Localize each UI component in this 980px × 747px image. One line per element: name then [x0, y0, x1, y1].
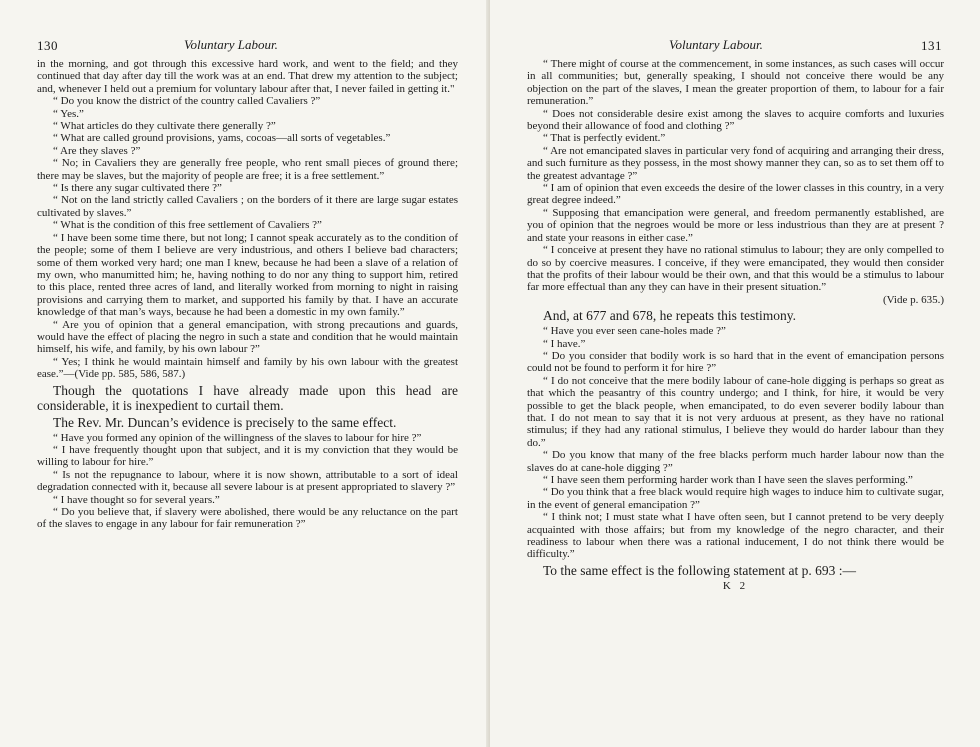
right-page	[490, 0, 980, 747]
right-page-paragraph: “ I think not; I must state what I have often seen, but I cannot pretend to be very deeply acquainted with those affairs; but from my knowledge of the negro character, and their readiness to labour when there was a rational inducement, I do not think there would be difficulty.”	[527, 511, 944, 561]
left-page-paragraph: “ I have been some time there, but not long; I cannot speak accurately as to the condition of the people; some of them I believe are very industrious, and others I believe bad characters; some of them worked very hard; one man I knew, because he had been a slave of a relation of my own, who manumitted him; he, having nothing to do nor any thing to support him, retired to this place, rented three acres of land, and literally worked from morning to night in raising provisions and carrying them to market, and supported his family by that. I have an accurate knowledge of that man’s ways, because he had been a domestic in my own family.”	[37, 231, 458, 319]
right-page-paragraph: “ I do not conceive that the mere bodily labour of cane-hole digging is perhaps so great as that which the peasantry of this country undergo; and I think, for hire, it would be very possible to get the black people, when emancipated, to do even severer bodily labour than that. I do not mean to say that it is not very arduous at present, as they have no rational stimulus; if they had any rational stimulus, I believe they would do harder labour than they do.”	[527, 374, 944, 449]
left-page-paragraph: in the morning, and got through this excessive hard work, and went to the field; and they continued that day after day till the work was at an end. That drew my attention to the subject; and, whenever I held out a premium for voluntary labour after that, I never failed in getting it."	[37, 58, 458, 95]
right-page-paragraph: And, at 677 and 678, he repeats this testimony.	[543, 308, 796, 324]
left-page-paragraph: “ Do you believe that, if slavery were abolished, there would be any reluctance on the part of the slaves to engage in any labour for fair remuneration ?”	[37, 506, 458, 531]
right-page-number: 131	[921, 38, 942, 53]
right-page-paragraph: “ Do you know that many of the free blacks perform much harder labour now than the slaves do at cane-hole digging ?”	[527, 449, 944, 474]
left-page-paragraph: “ Is not the repugnance to labour, where it is now shown, attributable to a sort of ideal degradation connected with it, because all severe labour is at present appropriated to slavery ?”	[37, 468, 458, 494]
left-page-paragraph: “ What articles do they cultivate there generally ?”	[53, 120, 276, 133]
right-page-body	[527, 58, 944, 592]
right-page-paragraph: “ Have you ever seen cane-holes made ?”	[543, 325, 726, 338]
left-running-head	[37, 0, 458, 53]
right-page-paragraph: (Vide p. 635.)	[882, 293, 944, 306]
right-page-paragraph: “ Are not emancipated slaves in particular very fond of acquiring and arranging their dress, and such furniture as they possess, in the most showy manner they can, so as to set them off to the greatest advantage ?”	[527, 144, 944, 182]
right-running-title: Voluntary Labour.	[669, 37, 763, 52]
right-page-paragraph: “ Does not considerable desire exist among the slaves to acquire comforts and luxuries beyond their allowance of food and clothing ?”	[527, 107, 944, 133]
left-page-number: 130	[37, 38, 58, 53]
left-page-paragraph: “ Are you of opinion that a general emancipation, with strong precautions and guards, would have the effect of placing the negro in such a state and condition that he would maintain himself, his wife, and family, by his own labour ?”	[37, 318, 458, 356]
right-page-paragraph: “ Supposing that emancipation were general, and freedom permanently established, are you of opinion that the negroes would be more or less industrious than they are at present ? and state your reasons in either case.”	[527, 206, 944, 244]
right-page-paragraph: “ That is perfectly evident.”	[543, 132, 666, 145]
right-page-paragraph: “ I have seen them performing harder work than I have seen the slaves performing.”	[543, 474, 913, 486]
left-running-title: Voluntary Labour.	[184, 37, 278, 52]
left-page-paragraph: “ No; in Cavaliers they are generally free people, who rent small pieces of ground there; there may be slaves, but the majority of people are free; it is a free settlement.”	[37, 157, 458, 182]
left-page-paragraph: “ Not on the land strictly called Cavaliers ; on the borders of it there are large sugar estates cultivated by slaves.”	[37, 194, 458, 219]
left-page-paragraph: “ I have frequently thought upon that subject, and it is my conviction that they would be willing to labour for hire.”	[37, 443, 458, 469]
left-page-paragraph: “ Do you know the district of the country called Cavaliers ?”	[53, 95, 321, 108]
left-page-paragraph: The Rev. Mr. Duncan’s evidence is precisely to the same effect.	[53, 414, 397, 430]
left-page-paragraph: “ What is the condition of this free settlement of Cavaliers ?”	[53, 219, 322, 232]
left-page-paragraph: “ Are they slaves ?”	[53, 144, 141, 157]
left-page-paragraph: “ Yes.”	[53, 107, 84, 120]
right-running-head	[526, 0, 942, 53]
left-page-paragraph: Though the quotations I have already made upon this head are considerable, it is inexpedient to curtail them.	[37, 382, 458, 413]
left-page-paragraph: “ What are called ground provisions, yams, cocoas—all sorts of vegetables.”	[53, 132, 391, 145]
right-page-paragraph: “ Do you think that a free black would require high wages to induce him to cultivate sugar, in the event of general emancipation ?”	[527, 486, 944, 511]
right-page-paragraph: “ I am of opinion that even exceeds the desire of the lower classes in this country, in a very great degree indeed.”	[527, 182, 944, 207]
right-page-paragraph: “ I have.”	[543, 337, 586, 350]
right-page-paragraph: To the same effect is the following statement at p. 693 :—	[543, 562, 856, 578]
left-page-paragraph: “ I have thought so for several years.”	[53, 493, 220, 506]
signature-mark: K 2	[722, 579, 749, 592]
left-page-paragraph: “ Is there any sugar cultivated there ?”	[53, 182, 222, 195]
right-page-paragraph: “ Do you consider that bodily work is so hard that in the event of emancipation persons could not be found to perform it for hire ?”	[527, 349, 944, 375]
left-page-paragraph: “ Yes; I think he would maintain himself and family by his own labour with the greatest ease.”—(Vide pp. 585, 586, 587.)	[37, 355, 458, 381]
left-page-body	[37, 58, 458, 531]
right-page-paragraph: “ I conceive at present they have no rational stimulus to labour; they are only compelled to do so by coercive measures. I conceive, if they were emancipated, they would then consider that the profits of their labour would be their own, and that this would be a stimulus to labour far more effectual than any they can have in their present situation.”	[527, 244, 944, 294]
left-page-paragraph: “ Have you formed any opinion of the willingness of the slaves to labour for hire ?”	[53, 431, 422, 444]
right-page-paragraph: “ There might of course at the commencement, in some instances, as such cases will occur in all communities; but, generally speaking, I should not conceive there would be any objection on the part of the slaves, I mean the greater proportion of them, to labour for a fair remuneration.”	[527, 58, 944, 108]
